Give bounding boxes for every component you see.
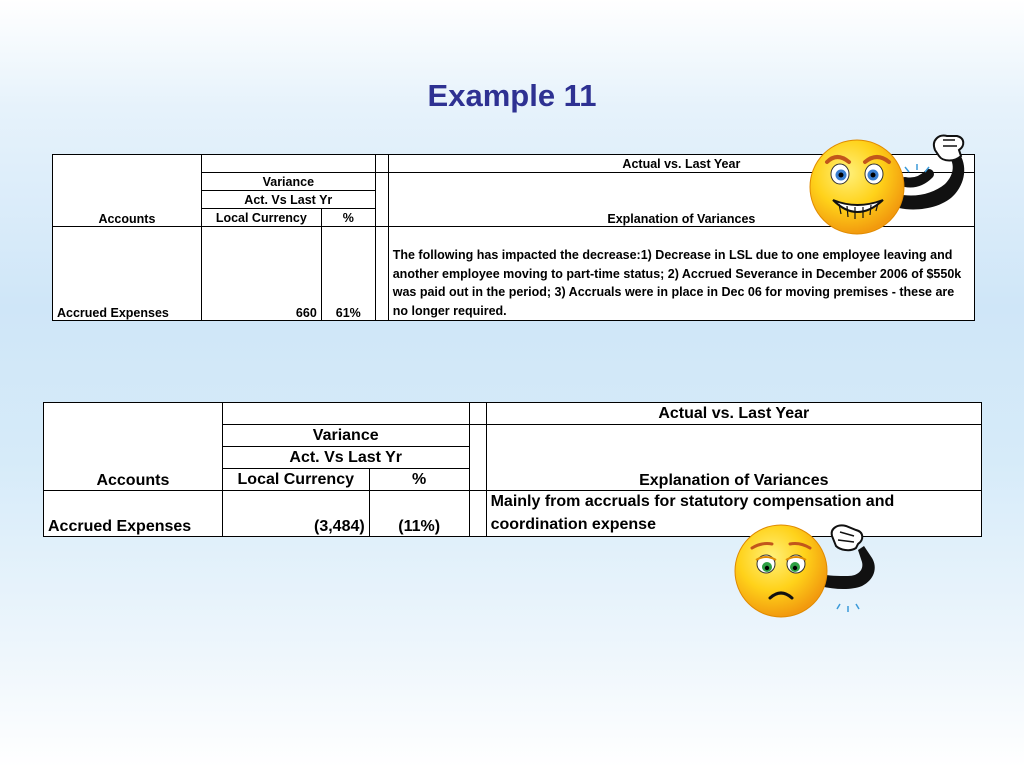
percent-header: % — [321, 209, 375, 227]
accounts-header: Accounts — [44, 403, 223, 491]
slide-title: Example 11 — [427, 78, 597, 113]
actual-vs-last-year-header: Actual vs. Last Year — [388, 155, 974, 173]
spacer-cell — [469, 403, 486, 425]
act-vs-last-yr-header: Act. Vs Last Yr — [222, 447, 469, 469]
account-cell: Accrued Expenses — [53, 227, 202, 321]
worried-weak-smiley-icon — [730, 518, 890, 628]
percent-cell: 61% — [321, 227, 375, 321]
explanation-header: Explanation of Variances — [388, 173, 974, 227]
local-currency-cell: (3,484) — [222, 491, 369, 537]
variance-table-2 — [43, 402, 982, 537]
spacer-cell — [469, 425, 486, 491]
variance-header: Variance — [201, 173, 375, 191]
percent-cell: (11%) — [369, 491, 469, 537]
happy-strong-smiley-icon — [805, 132, 970, 242]
local-currency-header: Local Currency — [201, 209, 321, 227]
explanation-cell: Mainly from accruals for statutory compensation and coordination expense — [486, 491, 981, 537]
actual-vs-last-year-header: Actual vs. Last Year — [486, 403, 981, 425]
spacer-cell — [375, 173, 388, 227]
local-currency-header: Local Currency — [222, 469, 369, 491]
explanation-header: Explanation of Variances — [486, 425, 981, 491]
spacer-cell — [469, 491, 486, 537]
blank-header-cell — [222, 403, 469, 425]
spacer-cell — [375, 155, 388, 173]
accounts-header: Accounts — [53, 155, 202, 227]
blank-header-cell — [201, 155, 375, 173]
account-cell: Accrued Expenses — [44, 491, 223, 537]
variance-header: Variance — [222, 425, 469, 447]
act-vs-last-yr-header: Act. Vs Last Yr — [201, 191, 375, 209]
spacer-cell — [375, 227, 388, 321]
percent-header: % — [369, 469, 469, 491]
explanation-cell: The following has impacted the decrease:1) Decrease in LSL due to one employee leaving and another employee moving to part-time status; 2) Accrued Severance in December 2006 of $550k was paid out in the period; 3) Accruals were in place in Dec 06 for moving premises - these are no longer required. — [388, 227, 974, 321]
local-currency-cell: 660 — [201, 227, 321, 321]
